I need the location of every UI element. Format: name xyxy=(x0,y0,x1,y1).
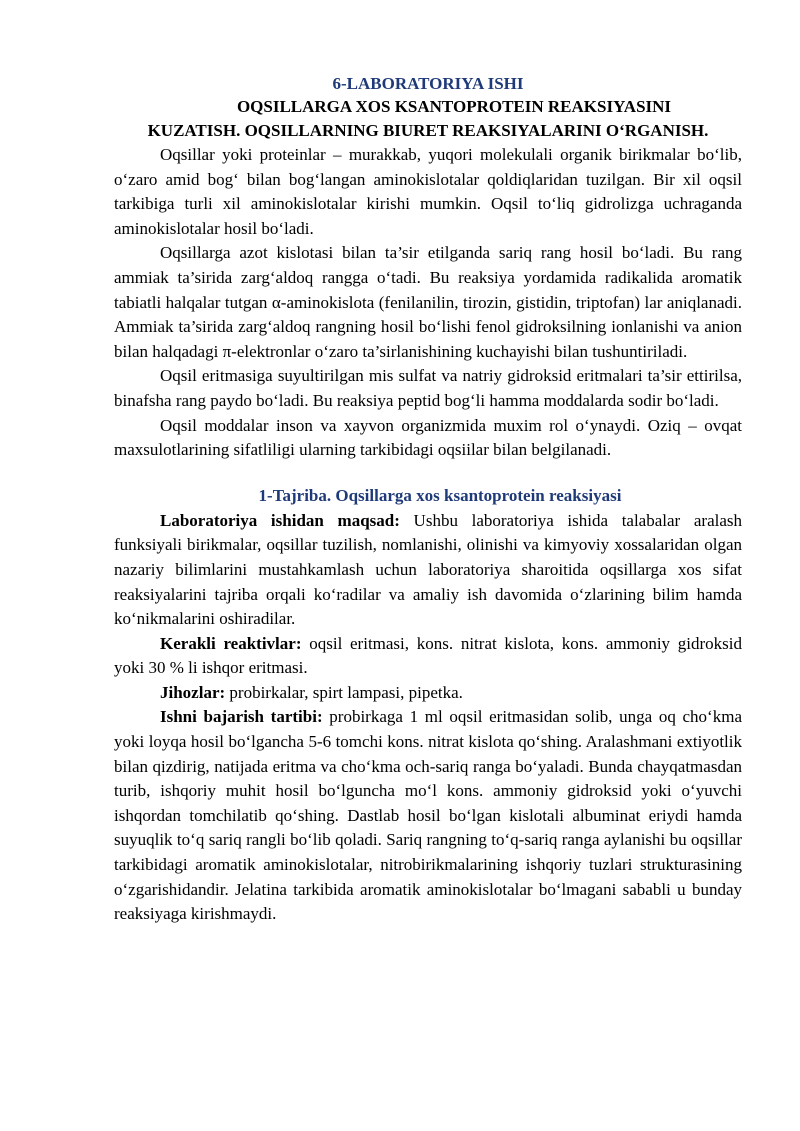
goal-label: Laboratoriya ishidan maqsad: xyxy=(160,510,400,530)
procedure-label: Ishni bajarish tartibi: xyxy=(160,707,323,727)
lab-number-heading: 6-LABORATORIYA ISHI xyxy=(332,74,524,93)
intro-paragraph-1: Oqsillar yoki proteinlar – murakkab, yuqori molekulali organik birikmalar bo‘lib, o‘zaro amid bog‘ bilan bog‘langan aminokislotalar qoldiqlaridan tuzilgan. Bir xil oqsil tarkibiga turli xil aminokislotalar kirishi mumkin. Oqsil to‘liq gidrolizga uchraganda aminokislotalar hosil bo‘ladi. xyxy=(114,145,742,238)
intro-paragraph-4: Oqsil moddalar inson va xayvon organizmida muxim rol o‘ynaydi. Oziq – ovqat maxsulotlarining sifatliligi ularning tarkibidagi oqsiilar bilan belgilanadi. xyxy=(114,415,742,460)
procedure-paragraph xyxy=(114,705,742,926)
section-spacer xyxy=(114,463,742,483)
document-title xyxy=(114,95,742,143)
equipment-text: probirkalar, spirt lampasi, pipetka. xyxy=(225,682,463,702)
reagents-label: Kerakli reaktivlar: xyxy=(160,633,302,653)
title-line-1: OQSILLARGA XOS KSANTOPROTEIN REAKSIYASINI xyxy=(236,97,672,116)
procedure-text: probirkaga 1 ml oqsil eritmasidan solib, unga oq cho‘kma yoki loyqa hosil bo‘lgancha 5-6 tomchi kons. nitrat kislota qo‘shing. Aralashmani extiyotlik bilan qizdirig, natijada eritma va cho‘kma och-sariq ranga bo‘yaladi. Bunda chayqatmasdan turib, ishqoriy muhit hosil bo‘lguncha mo‘l kons. ammoniy gidroksid yoki o‘yuvchi ishqordan tomchilatib qo‘shing. Dastlab hosil bo‘lgan kislotali albuminat eriydi hamda suyuqlik to‘q sariq rangli bo‘lib qoladi. Sariq rangning to‘q-sariq ranga aylanishi bu oqsillar tarkibidagi aromatik aminokislotalar, nitrobirikmalarining ishqoriy tuzlari strukturasining o‘zgarishidandir. Jelatina tarkibida aromatik aminokislotalar bo‘lmagani sababli u bunday reaksiyaga kirishmaydi. xyxy=(114,707,742,924)
title-line-2: KUZATISH. OQSILLARNING BIURET REAKSIYALARINI O‘RGANISH. xyxy=(147,121,709,140)
reagents-text: oqsil eritmasi, kons. nitrat kislota, kons. ammoniy gidroksid yoki 30 % li ishqor eritmasi. xyxy=(114,633,742,678)
intro-paragraph-2: Oqsillarga azot kislotasi bilan ta’sir etilganda sariq rang hosil bo‘ladi. Bu rang ammiak ta’sirida zarg‘aldoq rangga o‘tadi. Bu reaksiya yordamida radikalida aromatik tabiatli halqalar tutgan α-aminokislota (fenilanilin, tirozin, gistidin, triptofan) lar aniqlanadi. Ammiak ta’sirida zarg‘aldoq rangning hosil bo‘lishi fenol gidroksilning ionlanishi va anion bilan halqadagi π-elektronlar o‘zaro ta’sirlanishining kuchayishi bilan tushuntiriladi. xyxy=(114,243,742,361)
equipment-paragraph xyxy=(114,681,742,706)
goal-text: Ushbu laboratoriya ishida talabalar aralash funksiyali birikmalar, oqsillar tuzilish, nomlanishi, olinishi va kimyoviy xossalaridan olgan nazariy bilimlarini mustahkamlash uchun laboratoriya sharoitida oqsillarga xos sifat reaksiyalarini tajriba orqali ko‘radilar va amaliy ish davomida o‘zlarining bilim hamda ko‘nikmalarini oshiradilar. xyxy=(114,510,743,629)
goal-paragraph xyxy=(114,509,742,632)
intro-paragraph-3: Oqsil eritmasiga suyultirilgan mis sulfat va natriy gidroksid eritmalari ta’sir ettirilsa, binafsha rang paydo bo‘ladi. Bu reaksiya peptid bog‘li hamma moddalarda sodir bo‘ladi. xyxy=(114,366,742,410)
experiment-heading: 1-Tajriba. Oqsillarga xos ksantoprotein reaksiyasi xyxy=(258,485,622,505)
reagents-paragraph xyxy=(114,632,742,681)
equipment-label: Jihozlar: xyxy=(160,682,226,702)
